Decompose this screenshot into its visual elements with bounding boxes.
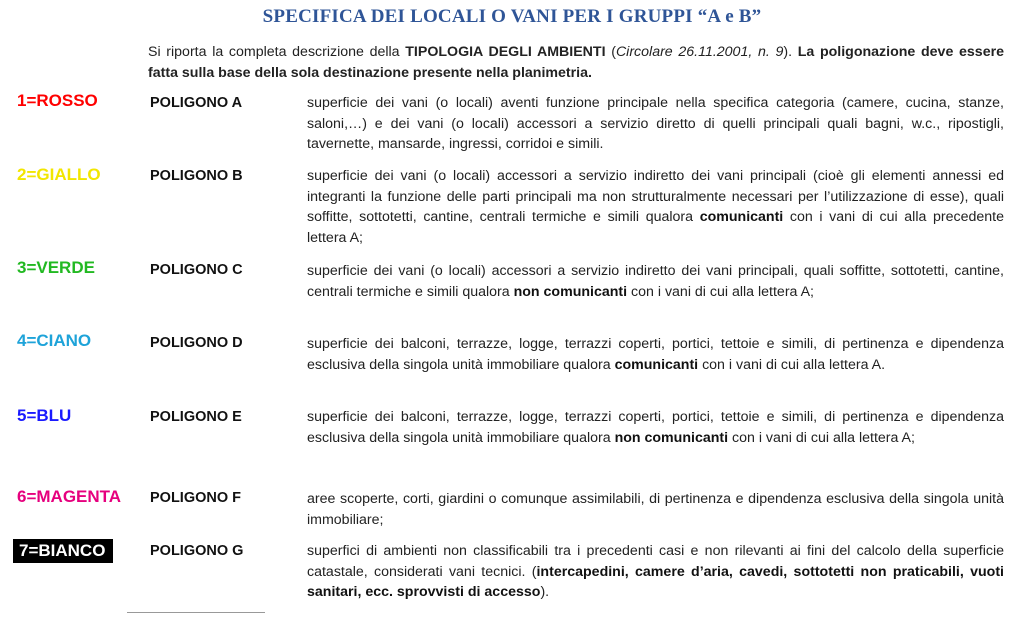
polygon-label-g: POLIGONO G (150, 543, 244, 559)
intro-text-1: Si riporta la completa descrizione della (148, 44, 406, 60)
desc-g-part-3: ). (540, 584, 550, 600)
desc-g-part-2: intercapedini, camere d’aria, cavedi, sottotetti non praticabili, vuoti sanitari, ecc. sprovvisti di accesso (307, 563, 1004, 600)
color-label-3: 3=VERDE (17, 258, 95, 277)
color-label-4: 4=CIANO (17, 331, 92, 350)
desc-e-part-3: con i vani di cui alla lettera A; (728, 429, 915, 446)
desc-b-part-3: con i vani di cui alla precedente lettera A; (307, 209, 1004, 246)
color-label-2: 2=GIALLO (17, 165, 101, 184)
polygon-label-b: POLIGONO B (150, 168, 243, 184)
polygon-label-f: POLIGONO F (150, 490, 242, 506)
desc-c-part-3: con i vani di cui alla lettera A; (627, 283, 814, 300)
desc-c-part-2: non comunicanti (513, 283, 628, 300)
polygon-f-description (307, 489, 1004, 530)
polygon-label-a: POLIGONO A (150, 95, 243, 111)
polygon-label-c: POLIGONO C (150, 262, 243, 278)
color-label-1: 1=ROSSO (17, 91, 98, 110)
color-label-6: 6=MAGENTA (17, 487, 122, 506)
polygon-a-description (307, 93, 1004, 155)
desc-c-part-1: superficie dei vani (o locali) accessori a servizio indiretto dei vani principali, quali soffitte, sottotetti, cantine, centrali termiche e simili qualora (307, 263, 1004, 300)
desc-g-part-1: superfici di ambienti non classificabili tra i precedenti casi e non rilevanti ai fini del calcolo della superficie catastale, considerati vani tecnici. ( (307, 543, 1004, 580)
polygon-e-description (307, 407, 1004, 448)
desc-f-part-1: aree scoperte, corti, giardini o comunque assimilabili, di pertinenza e dipendenza esclusiva della singola unità immobiliare; (307, 491, 1004, 528)
intro-bold-1: TIPOLOGIA DEGLI AMBIENTI (405, 44, 606, 60)
desc-e-part-1: superficie dei balconi, terrazze, logge, terrazzi coperti, portici, tettoie e simili, di pertinenza e dipendenza esclusiva della singola unità immobiliare qualora (307, 409, 1004, 446)
page-title: SPECIFICA DEI LOCALI O VANI PER I GRUPPI “A e B” (262, 6, 762, 27)
intro-text-3: ). (783, 44, 798, 60)
intro-bold-2: La poligonazione deve essere fatta sulla base della sola destinazione presente nella planimetria. (148, 44, 1004, 81)
polygon-d-description (307, 334, 1004, 375)
color-label-5: 5=BLU (17, 406, 72, 425)
intro-citation: Circolare 26.11.2001, n. 9 (615, 44, 784, 60)
desc-b-part-2: comunicanti (699, 209, 784, 225)
polygon-g-description (307, 541, 1004, 603)
desc-d-part-3: con i vani di cui alla lettera A. (698, 356, 886, 373)
polygon-c-description (307, 261, 1004, 302)
intro-paragraph (148, 42, 1004, 84)
desc-d-part-1: superficie dei balconi, terrazze, logge, terrazzi coperti, portici, tettoie e simili, di pertinenza e dipendenza esclusiva della singola unità immobiliare qualora (307, 336, 1004, 373)
desc-b-part-1: superficie dei vani (o locali) accessori a servizio indiretto dei vani principali (cioè gli elementi annessi ed integranti la funzione delle parti principali ma non strutturalmente necessari per l’utilizzazione di esse), quali soffitte, sottotetti, cantine, centrali termiche e simili qualora (307, 168, 1004, 225)
color-label-7: 7=BIANCO (13, 539, 113, 563)
polygon-label-d: POLIGONO D (150, 335, 243, 351)
desc-e-part-2: non comunicanti (614, 429, 729, 446)
intro-text-2: ( (605, 44, 616, 60)
polygon-label-e: POLIGONO E (150, 409, 242, 425)
desc-d-part-2: comunicanti (614, 356, 699, 373)
polygon-b-description (307, 166, 1004, 248)
footer-divider (127, 612, 265, 613)
desc-a-part-1: superficie dei vani (o locali) aventi funzione principale nella specifica categoria (camere, cucina, stanze, saloni,…) e dei vani (o locali) accessori a servizio diretto di quelli principali quali bagni, w.c., ripostigli, tavernette, mansarde, ingressi, corridoi e simili. (307, 95, 1004, 152)
